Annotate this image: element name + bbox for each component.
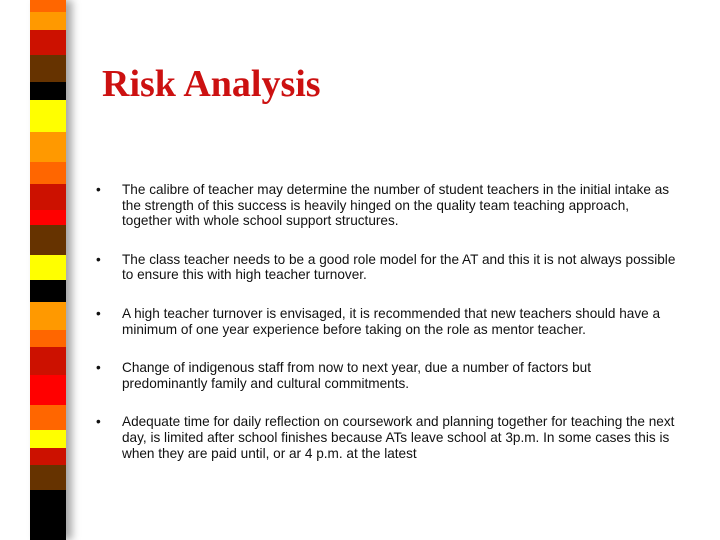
stripe-band <box>30 330 66 347</box>
stripe-band <box>30 132 66 162</box>
stripe-band <box>30 490 66 540</box>
stripe-band <box>30 255 66 280</box>
stripe-band <box>30 375 66 405</box>
bullet-list <box>96 182 676 484</box>
stripe-band <box>30 0 66 12</box>
bullet-icon: • <box>96 182 101 197</box>
decorative-stripe <box>30 0 66 540</box>
bullet-icon: • <box>96 251 101 267</box>
bullet-text: Adequate time for daily reflection on coursework and planning together for teaching the next day, is limited after school finishes because ATs leave school at 3p.m. In some cases this is when they are paid until, or ar 4 p.m. at the latest <box>122 414 675 461</box>
bullet-text: A high teacher turnover is envisaged, it is recommended that new teachers should have a minimum of one year experience before taking on the role as mentor teacher. <box>122 305 661 337</box>
stripe-band <box>30 405 66 430</box>
stripe-band <box>30 347 66 375</box>
bullet-icon: • <box>96 360 101 376</box>
bullet-text: The class teacher needs to be a good role model for the AT and this it is not always possible to ensure this with high teacher turnover. <box>122 251 676 283</box>
list-item <box>96 252 676 283</box>
stripe-band <box>30 82 66 100</box>
stripe-band <box>30 225 66 255</box>
stripe-band <box>30 430 66 448</box>
stripe-band <box>30 302 66 330</box>
stripe-band <box>30 100 66 132</box>
stripe-band <box>30 280 66 302</box>
bullet-text: The calibre of teacher may determine the number of student teachers in the initial intake as the strength of this success is heavily hinged on the quality team teaching approach, together with whole school support structures. <box>122 182 670 229</box>
slide-title: Risk Analysis <box>102 63 321 105</box>
stripe-band <box>30 30 66 55</box>
list-item <box>96 360 676 391</box>
stripe-band <box>30 55 66 82</box>
stripe-band <box>30 448 66 465</box>
list-item <box>96 182 676 229</box>
stripe-band <box>30 12 66 30</box>
stripe-band <box>30 184 66 210</box>
bullet-icon: • <box>96 305 101 321</box>
list-item <box>96 306 676 337</box>
list-item <box>96 414 676 461</box>
stripe-band <box>30 210 66 225</box>
bullet-icon: • <box>96 414 101 430</box>
stripe-band <box>30 162 66 184</box>
stripe-band <box>30 465 66 490</box>
bullet-text: Change of indigenous staff from now to next year, due a number of factors but predominantly family and cultural commitments. <box>122 360 592 391</box>
